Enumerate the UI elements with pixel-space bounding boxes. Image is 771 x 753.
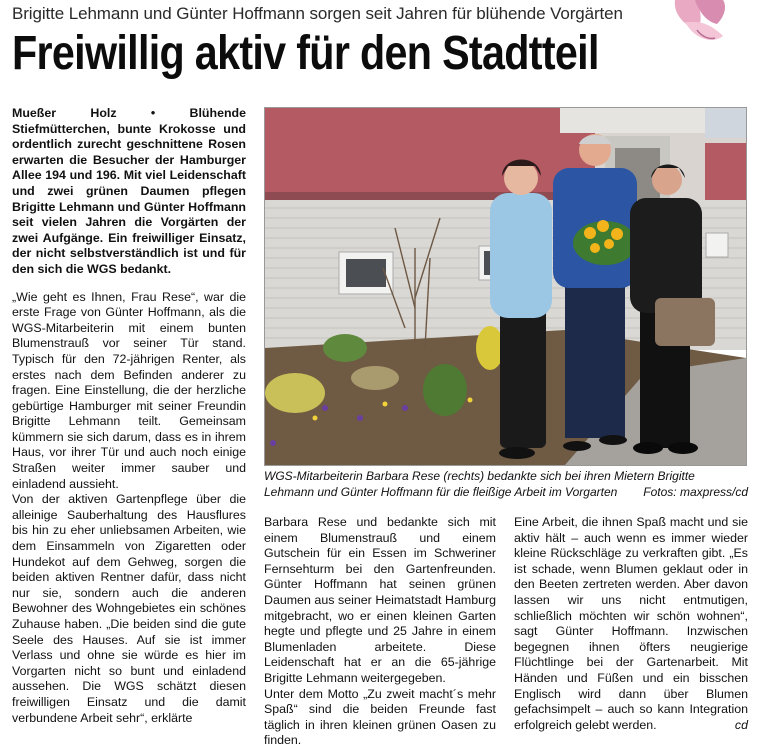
body-paragraph: Unter dem Motto „Zu zweit macht´s mehr Spaß“ sind die beiden Freunde fast täglich in ihren kleinen grünen Oasen zu finden. xyxy=(264,686,496,748)
body-paragraph: Barbara Rese und bedankte sich mit einem Blumenstrauß und einem Gutschein für ein Essen im Schweriner Fernsehturm bei den Gartenfreunden. Günter Hoffmann hat seinen grünen Daumen aus seiner Heimatstadt Hamburg mitgebracht, wo er einen kleinen Garten hegte und pflegte und 25 Jahre in einem Blumenladen arbeitete. Diese Leidenschaft hat er an die 65-jährige Brigitte Lehmann weitergegeben. xyxy=(264,515,496,685)
article-column-3 xyxy=(514,515,748,733)
photo-credit: Fotos: maxpress/cd xyxy=(643,484,748,499)
flower-decoration-image xyxy=(655,0,730,46)
body-paragraph: Von der aktiven Gartenpflege über die alleinige Sauberhaltung des Hausflures bis hin zu eher unliebsamen Arbeiten, wie dem Einsammeln von Zigaretten oder Hundekot auf dem Gehweg, sorgen die beiden aktiven Rentner dafür, dass nicht nur sie, sondern auch die anderen Bewohner des Wohngebietes ein schönes Zuhause haben. „Die beiden sind die gute Seele des Hauses. Auf sie ist immer Verlass und ohne sie würde es hier im Vorgarten nicht so bunt und einladend aussehen. Die WGS schätzt diesen freiwilligen Einsatz und die damit verbundene Arbeit sehr“, erklärte xyxy=(12,492,246,725)
article-photo xyxy=(264,107,747,466)
body-paragraph: „Wie geht es Ihnen, Frau Rese“, war die erste Frage von Günter Hoffmann, als die WGS-Mitarbeiterin mit einem bunten Blumenstrauß vor seiner Tür stand. Typisch für den 72-jährigen Renter, als erstes nach dem Befinden anderer zu fragen. Eine Einstellung, die der herzliche gebürtige Hamburger mit seiner Freundin Brigitte Lehmann teilt. Gemeinsam kümmern sie sich darum, dass es in ihrem Haus, vor ihrer Tür und auch noch einige Straßen weiter immer sauber und einladend aussieht. xyxy=(12,289,246,491)
body-paragraph xyxy=(514,515,748,733)
article-headline: Freiwillig aktiv für den Stadtteil xyxy=(12,27,599,80)
author-signature: cd xyxy=(734,717,748,732)
article-column-1 xyxy=(12,106,246,726)
photo-illustration xyxy=(265,108,746,465)
caption-text: WGS-Mitarbeiterin Barbara Rese (rechts) bedankte sich bei ihren Mietern Brigitte Lehmann und Günter Hoffmann für die fleißige Arbeit im Vorgarten xyxy=(264,469,695,499)
article-lead: Mueßer Holz • Blühende Stiefmütterchen, bunte Krokosse und ordentlich zurecht geschnittene Rosen erwarten die Besucher der Hamburger Allee 194 und 196. Mit viel Leidenschaft und zwei grünen Daumen pflegen Brigitte Lehmann und Günter Hoffmann seit vielen Jahren die Vorgärten der zwei Aufgänge. Ein freiwilliger Einsatz, der nicht selbstverständlich ist und für den sich die WGS bedankt. xyxy=(12,106,246,276)
article-column-2 xyxy=(264,515,496,749)
photo-caption xyxy=(264,469,748,500)
body-paragraph-text: Eine Arbeit, die ihnen Spaß macht und sie aktiv hält – auch wenn es immer wieder kleine Rückschläge zu verkraften gibt. „Es ist schade, wenn Blumen geklaut oder in den Beeten zertreten werden. Aber davon lassen wir uns nicht entmutigen, schließlich möchten wir schön wohnen“, sagt Günter Hoffmann. Inzwischen begegnen ihnen öfters neugierige Flüchtlinge bei der Gartenarbeit. Mit Händen und Füßen und ein bisschen Englisch wird dann über Blumen gefachsimpelt – auch so kann Integration erfolgreich gelebt werden. xyxy=(514,515,748,732)
article-kicker: Brigitte Lehmann und Günter Hoffmann sorgen seit Jahren für blühende Vorgärten xyxy=(12,4,623,23)
